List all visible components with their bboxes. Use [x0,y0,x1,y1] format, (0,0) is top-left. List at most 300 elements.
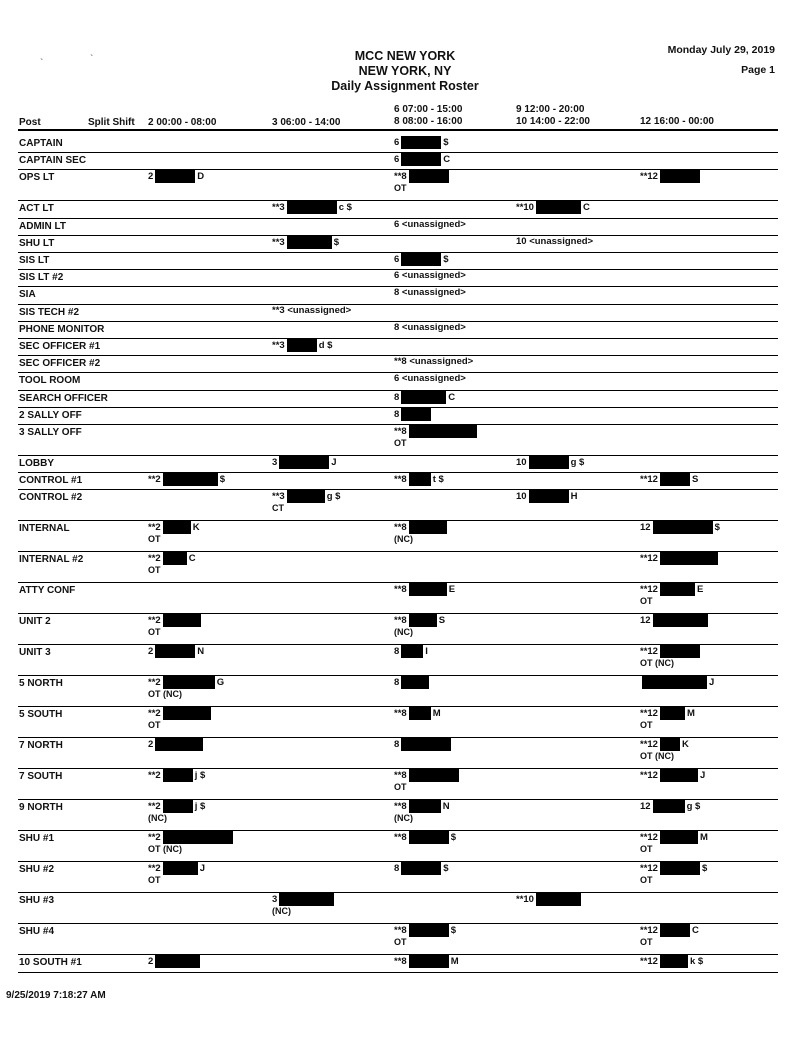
assignment-suffix: C [443,154,451,166]
assignment-note: OT (NC) [148,844,182,855]
assignment-text: 8 <unassigned> [394,287,466,299]
assignment-suffix: C [188,553,196,565]
assignment-cell [394,862,449,875]
post-label: SEC OFFICER #1 [19,341,101,352]
roster-date: Monday July 29, 2019 [667,44,775,56]
post-label: 10 SOUTH #1 [19,957,82,969]
redaction-bar [279,456,329,469]
col-header-split-shift: Split Shift [88,117,135,128]
assignment-cell [394,391,455,404]
assignment-suffix: $ [219,474,225,486]
post-label: OPS LT [19,172,55,184]
col-header-shift-9: 9 12:00 - 20:00 [516,104,585,115]
header-rule [18,129,778,131]
row-divider [18,455,778,456]
shift-code: 2 [148,956,154,968]
shift-code: **2 [148,708,161,720]
redaction-bar [653,521,713,534]
post-label: ACT LT [19,203,54,215]
post-label: CONTROL #1 [19,475,83,487]
shift-code: 3 [272,457,278,468]
assignment-suffix: J [331,457,337,468]
shift-code: **12 [640,474,658,486]
shift-code: **12 [640,553,658,565]
redaction-bar [163,707,211,720]
post-label: SHU LT [19,237,55,249]
redaction-bar [401,738,451,751]
assignment-suffix: j $ [194,770,206,782]
assignment-note: OT [394,183,407,194]
assignment-cell [272,893,336,917]
assignment-cell [640,924,699,948]
assignment-suffix: J [699,770,706,782]
redaction-bar [155,955,200,968]
assignment-cell [272,305,351,316]
row-divider [18,972,778,973]
assignment-suffix: C [448,391,456,403]
assignment-note: (NC) [394,534,413,545]
assignment-text: **8 <unassigned> [394,356,474,368]
assignment-note: OT [394,782,407,793]
redaction-bar [409,583,447,596]
assignment-cell [394,219,466,230]
assignment-text: **3 <unassigned> [272,304,352,316]
assignment-text: 6 <unassigned> [394,218,466,230]
redaction-bar [409,707,431,720]
post-label: ATTY CONF [19,585,76,597]
redaction-bar [279,893,334,906]
shift-code: **3 [272,236,285,248]
assignment-cell [148,862,205,886]
redaction-bar [409,955,449,968]
shift-code: **8 [394,925,407,937]
assignment-cell [148,521,200,545]
redaction-bar [163,862,198,875]
assignment-note: OT [640,596,653,607]
redaction-bar [660,862,700,875]
post-label: INTERNAL [19,523,70,535]
redaction-bar [163,521,191,534]
shift-code: **2 [148,677,161,689]
post-label: SEARCH OFFICER [19,392,108,404]
assignment-cell [394,153,450,166]
redaction-bar [409,800,441,813]
assignment-cell [394,170,451,194]
post-label: 3 SALLY OFF [19,427,82,438]
assignment-cell [394,924,456,948]
assignment-suffix: E [696,584,704,596]
redaction-bar [529,490,569,503]
assignment-suffix: g $ [570,457,585,468]
post-label: SIS LT [19,255,50,266]
post-label: SEC OFFICER #2 [19,358,101,370]
assignment-suffix: M [432,708,441,720]
shift-code: **10 [516,202,534,214]
assignment-cell [394,769,461,793]
assignment-cell [148,831,235,855]
col-header-shift-12: 12 16:00 - 00:00 [640,116,714,127]
assignment-cell [640,521,720,534]
shift-code: **12 [640,863,658,875]
assignment-cell [394,287,466,298]
shift-code: **12 [640,925,658,937]
assignment-suffix: $ [701,863,708,875]
redaction-bar [660,552,718,565]
post-label: 7 SOUTH [19,771,63,783]
redaction-bar [409,425,477,438]
col-header-shift-3: 3 06:00 - 14:00 [272,117,341,128]
assignment-suffix: $ [443,137,449,148]
redaction-bar [401,136,441,149]
post-label: CONTROL #2 [19,492,83,504]
post-label: LOBBY [19,458,54,469]
assignment-cell [394,831,456,844]
shift-code: **3 [272,202,285,214]
assignment-text: 8 <unassigned> [394,321,466,333]
redaction-bar [660,955,688,968]
shift-code: **2 [148,474,161,486]
assignment-suffix: g $ [686,801,701,813]
assignment-note: (NC) [148,813,167,824]
post-label: INTERNAL #2 [19,554,84,566]
redaction-bar [163,800,193,813]
assignment-suffix: $ [714,522,720,534]
redaction-bar [163,614,201,627]
post-label: ADMIN LT [19,220,67,232]
assignment-note: CT [272,503,284,514]
assignment-suffix: J [199,863,205,875]
row-divider [18,892,778,893]
assignment-cell [394,614,445,638]
shift-code: 8 [394,863,400,875]
shift-code: **12 [640,956,658,968]
assignment-cell [148,738,205,751]
shift-code: 10 [516,491,527,503]
shift-code: 2 [148,739,154,751]
shift-code: **12 [640,708,658,720]
redaction-bar [155,738,203,751]
assignment-suffix: N [197,646,205,658]
title-org: MCC NEW YORK [354,49,456,63]
assignment-cell [394,408,433,421]
assignment-cell [148,676,224,700]
redaction-bar [536,201,581,214]
shift-code: **8 [394,770,407,782]
redaction-bar [409,521,447,534]
assignment-cell [640,955,703,968]
post-label: 5 SOUTH [19,709,63,721]
assignment-cell [640,170,702,183]
assignment-cell [640,769,705,782]
assignment-suffix: S [438,615,446,627]
assignment-suffix: c $ [338,202,352,214]
assignment-cell [148,552,196,576]
assignment-cell [640,707,695,731]
scan-mark: ` [90,54,94,65]
shift-code: **10 [516,894,534,906]
assignment-cell [394,270,466,281]
shift-code: **12 [640,646,658,658]
redaction-bar [163,769,193,782]
redaction-bar [653,800,685,813]
redaction-bar [163,676,215,689]
redaction-bar [163,552,187,565]
assignment-note: OT [640,844,653,855]
redaction-bar [155,645,195,658]
redaction-bar [287,236,332,249]
shift-code: **8 [394,171,407,183]
assignment-suffix: M [450,956,459,968]
assignment-note: OT [148,627,161,638]
assignment-cell [640,645,702,669]
assignment-suffix: k $ [689,956,704,968]
redaction-bar [287,339,317,352]
shift-code: 8 [394,646,400,658]
shift-code: **12 [640,739,658,751]
post-label: SIS TECH #2 [19,306,80,318]
assignment-suffix: N [442,801,450,813]
shift-code: **2 [148,863,161,875]
assignment-suffix: M [699,832,708,844]
assignment-cell [516,893,583,906]
shift-code: 8 [394,408,400,420]
redaction-bar [401,408,431,421]
assignment-note: OT [640,937,653,948]
assignment-suffix: $ [443,863,449,875]
shift-code: 10 [516,457,527,468]
shift-code: 8 [394,739,400,751]
redaction-bar [409,614,437,627]
redaction-bar [529,456,569,469]
redaction-bar [660,170,700,183]
shift-code: **8 [394,426,407,437]
post-label: TOOL ROOM [19,375,81,387]
shift-code: **2 [148,553,161,565]
assignment-cell [394,322,466,333]
assignment-note: OT [640,875,653,886]
assignment-note: OT [394,937,407,948]
assignment-note: (NC) [394,813,413,824]
redaction-bar [409,924,449,937]
assignment-suffix: K [192,522,200,534]
assignment-cell [272,236,339,249]
assignment-suffix: $ [333,236,339,248]
redaction-bar [401,253,441,266]
assignment-cell [394,373,466,384]
assignment-note: OT (NC) [640,751,674,762]
shift-code: 2 [148,646,154,658]
post-label: 9 NORTH [19,802,63,814]
assignment-text: 10 <unassigned> [516,235,594,247]
assignment-cell [272,456,337,469]
assignment-note: (NC) [272,906,291,917]
assignment-suffix: G [216,677,225,689]
assignment-suffix: C [582,202,590,214]
assignment-cell [516,236,593,247]
redaction-bar [660,769,698,782]
assignment-note: OT [394,438,407,448]
shift-code: **8 [394,708,407,720]
shift-code: **2 [148,832,161,844]
assignment-cell [640,614,710,627]
shift-code: **2 [148,522,161,534]
row-divider [18,304,778,305]
assignment-note: OT [148,720,161,731]
assignment-suffix: d $ [318,340,333,351]
assignment-cell [640,831,708,855]
post-label: PHONE MONITOR [19,323,105,335]
row-divider [18,489,778,490]
assignment-cell [516,456,584,469]
post-label: SHU #1 [19,833,55,845]
shift-code: 8 [394,391,400,403]
shift-code: 6 [394,154,400,166]
redaction-bar [401,645,423,658]
assignment-suffix: K [681,739,689,751]
assignment-cell [148,707,213,731]
assignment-cell [394,473,444,486]
assignment-cell [148,800,205,824]
assignment-cell [640,800,700,813]
assignment-cell [148,170,204,183]
assignment-suffix: I [425,646,428,658]
post-label: UNIT 2 [19,616,51,628]
assignment-note: OT (NC) [148,689,182,700]
col-header-shift-8: 8 08:00 - 16:00 [394,116,463,127]
assignment-text: 6 <unassigned> [394,373,466,385]
redaction-bar [401,862,441,875]
redaction-bar [660,831,698,844]
shift-code: 8 [394,677,400,689]
assignment-suffix: $ [450,925,456,937]
assignment-note: OT [640,720,653,731]
assignment-cell [148,614,203,638]
shift-code: 2 [148,171,154,183]
assignment-suffix: H [570,491,578,503]
post-label: SHU #2 [19,864,55,876]
assignment-cell [148,473,225,486]
redaction-bar [642,676,707,689]
assignment-cell [394,707,441,720]
shift-code: 6 [394,254,400,265]
shift-code: **8 [394,584,407,596]
shift-code: **8 [394,956,407,968]
shift-code: 3 [272,894,278,906]
redaction-bar [660,707,685,720]
post-label: SHU #3 [19,895,55,907]
shift-code: **8 [394,615,407,627]
redaction-bar [155,170,195,183]
col-header-shift-10: 10 14:00 - 22:00 [516,116,590,127]
redaction-bar [163,831,233,844]
redaction-bar [409,831,449,844]
redaction-bar [660,473,690,486]
assignment-text: 6 <unassigned> [394,270,466,282]
assignment-cell [394,253,449,266]
shift-code: **8 [394,801,407,813]
shift-code: **8 [394,832,407,844]
redaction-bar [660,583,695,596]
shift-code: 12 [640,522,651,534]
shift-code: **2 [148,801,161,813]
assignment-cell [394,521,449,545]
row-divider [18,235,778,236]
assignment-suffix: $ [443,254,449,265]
post-label: 7 NORTH [19,740,63,752]
shift-code: **12 [640,832,658,844]
assignment-suffix: J [709,677,715,689]
col-header-shift-6: 6 07:00 - 15:00 [394,104,463,115]
redaction-bar [287,490,325,503]
shift-code: 6 [394,137,400,148]
assignment-cell [148,955,202,968]
assignment-cell [640,583,703,607]
assignment-cell [148,645,204,658]
redaction-bar [401,153,441,166]
shift-code: **3 [272,491,285,503]
assignment-suffix: j $ [194,801,206,813]
print-timestamp: 9/25/2019 7:18:27 AM [6,990,106,1001]
redaction-bar [660,738,680,751]
post-label: 2 SALLY OFF [19,409,82,421]
shift-code: **2 [148,615,161,627]
shift-code: **12 [640,171,658,183]
shift-code: 12 [640,801,651,813]
redaction-bar [660,645,700,658]
assignment-cell [516,490,577,503]
assignment-cell [272,339,332,352]
shift-code: **8 [394,474,407,486]
redaction-bar [660,924,690,937]
shift-code: 12 [640,615,651,627]
post-label: SIS LT #2 [19,272,64,284]
redaction-bar [401,676,429,689]
post-label: 5 NORTH [19,678,63,690]
assignment-suffix: t $ [432,474,444,486]
assignment-suffix: $ [450,832,456,844]
col-header-post: Post [19,117,41,128]
assignment-cell [394,583,455,596]
redaction-bar [409,170,449,183]
assignment-cell [516,201,590,214]
shift-code: **12 [640,584,658,596]
redaction-bar [653,614,708,627]
assignment-note: OT (NC) [640,658,674,669]
post-label: UNIT 3 [19,647,51,659]
redaction-bar [401,391,446,404]
assignment-cell [640,738,689,762]
assignment-suffix: S [691,474,699,486]
assignment-suffix: g $ [326,491,341,503]
redaction-bar [163,473,218,486]
title-location: NEW YORK, NY [358,64,452,78]
col-header-shift-2: 2 00:00 - 08:00 [148,117,217,128]
assignment-cell [394,738,453,751]
title-roster: Daily Assignment Roster [331,79,479,93]
shift-code: **2 [148,770,161,782]
assignment-suffix: M [686,708,695,720]
assignment-cell [394,136,449,149]
post-label: SIA [19,289,36,301]
assignment-note: OT [148,534,161,545]
assignment-cell [272,201,352,214]
assignment-cell [394,800,450,824]
redaction-bar [409,769,459,782]
assignment-cell [394,645,428,658]
post-label: CAPTAIN SEC [19,155,87,167]
scan-mark: ` [40,58,44,69]
assignment-cell [640,862,707,886]
